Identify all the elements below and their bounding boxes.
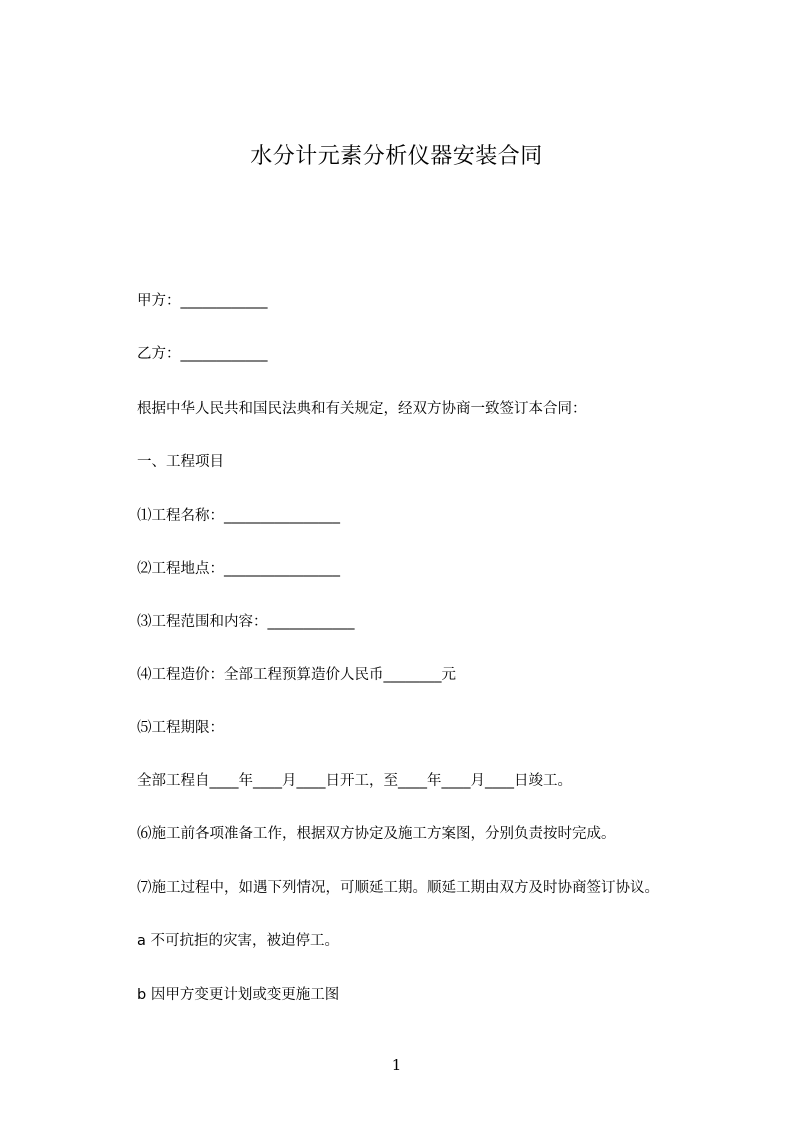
party-a-line: 甲方：____________	[137, 293, 268, 309]
item-b: b 因甲方变更计划或变更施工图	[137, 987, 340, 1003]
page-number: 1	[391, 1056, 402, 1074]
preamble-paragraph: 根据中华人民共和国民法典和有关规定，经双方协商一致签订本合同：	[137, 401, 587, 417]
party-b-line: 乙方：____________	[137, 346, 268, 362]
clause-preparation: ⑹施工前各项准备工作，根据双方协定及施工方案图，分别负责按时完成。	[137, 826, 616, 842]
document-title: 水分计元素分析仪器安装合同	[250, 144, 543, 169]
clause-extension: ⑺施工过程中，如遇下列情况，可顺延工期。顺延工期由双方及时协商签订协议。	[137, 880, 659, 896]
clause-project-cost: ⑷工程造价：全部工程预算造价人民币________元	[137, 667, 456, 683]
item-a: a 不可抗拒的灾害，被迫停工。	[137, 933, 339, 949]
clause-project-name: ⑴工程名称：________________	[137, 508, 340, 524]
project-dates-line: 全部工程自____年____月____日开工，至____年____月____日竣工。	[137, 773, 572, 789]
clause-project-location: ⑵工程地点：________________	[137, 561, 340, 577]
section-heading-project: 一、工程项目	[137, 454, 224, 470]
clause-project-period: ⑸工程期限：	[137, 720, 224, 736]
clause-project-scope: ⑶工程范围和内容：____________	[137, 614, 355, 630]
